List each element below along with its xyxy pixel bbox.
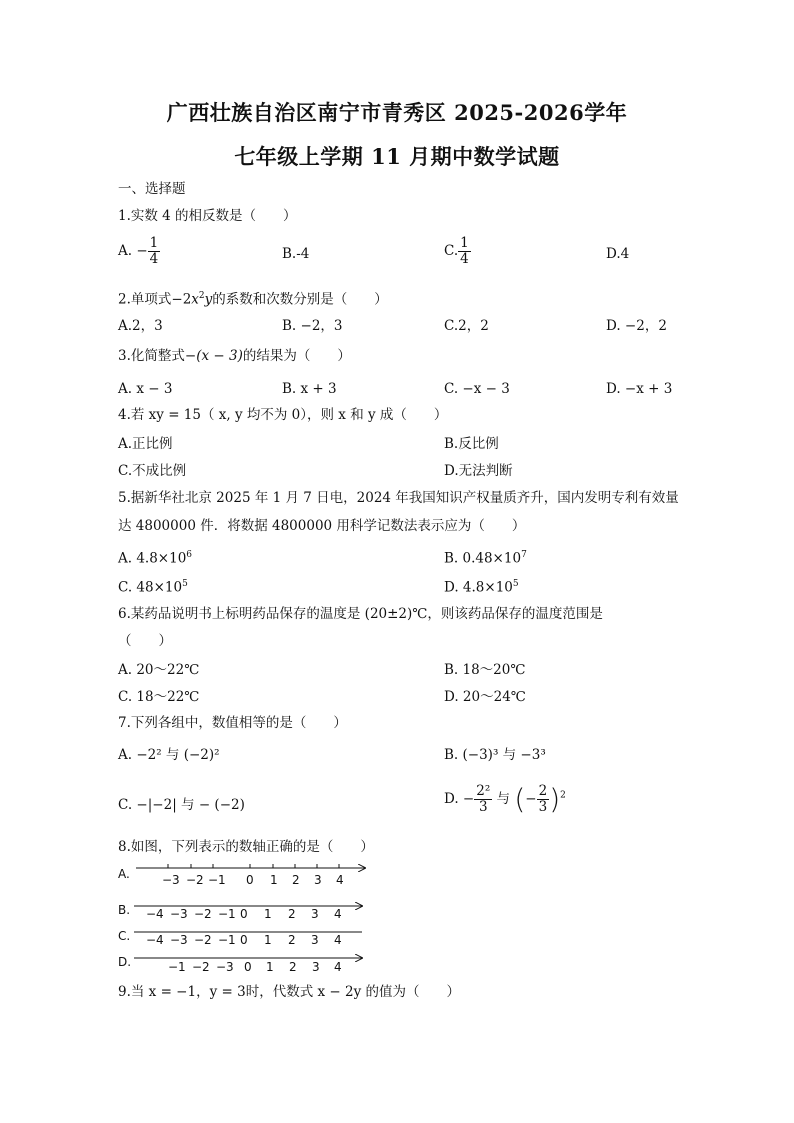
q8-option-c-label[interactable]: C.: [118, 929, 131, 943]
title-line-1: 广西壮族自治区南宁市青秀区 2025-2026学年: [166, 100, 628, 125]
q7-d-mid: 与: [492, 791, 515, 807]
q2-option-c[interactable]: C.2，2: [444, 318, 489, 334]
q8-c-tick: 1: [264, 933, 272, 947]
q8-b-tick: 2: [288, 907, 296, 921]
q6-stem-line-1: 6.某药品说明书上标明药品保存的温度是 (20±2)℃，则该药品保存的温度范围是: [118, 606, 603, 622]
q8-c-tick: 4: [334, 933, 342, 947]
q3-option-d[interactable]: D. −x + 3: [606, 381, 673, 397]
q1-c-fraction: [458, 236, 471, 267]
q5-option-c[interactable]: [118, 575, 188, 597]
q3-option-a[interactable]: A. x − 3: [118, 381, 173, 397]
q8-c-tick: −1: [218, 933, 236, 947]
q1-a-fraction: [148, 236, 161, 267]
q8-b-tick: −1: [218, 907, 236, 921]
q7-d-den-1: 3: [478, 799, 488, 815]
q8-a-tick: −3: [162, 873, 180, 887]
q5-option-d[interactable]: [444, 575, 519, 597]
q8-c-tick: −4: [146, 933, 164, 947]
q8-stem: 8.如图，下列表示的数轴正确的是（ ）: [118, 839, 374, 855]
q1-a-prefix: A. −: [118, 243, 148, 259]
q3-option-c[interactable]: C. −x − 3: [444, 381, 510, 397]
q6-option-c[interactable]: C. 18～22℃: [118, 689, 200, 705]
q3-option-b[interactable]: B. x + 3: [282, 381, 337, 397]
q4-option-d[interactable]: D.无法判断: [444, 463, 513, 479]
q2-stem-expr: −2: [171, 291, 192, 308]
q4-option-a[interactable]: A.正比例: [118, 436, 173, 452]
q8-a-tick: 1: [270, 873, 278, 887]
q9-stem: 9.当 x = −1，y = 3时，代数式 x − 2y 的值为（ ）: [118, 984, 460, 1000]
q8-c-tick: 3: [311, 933, 319, 947]
q5-stem-line-2: 达 4800000 件．将数据 4800000 用科学记数法表示应为（ ）: [118, 518, 526, 534]
q8-b-tick: 4: [334, 907, 342, 921]
q5-d-exp: 5: [512, 579, 519, 589]
q8-a-tick: −1: [208, 873, 226, 887]
q7-option-c[interactable]: C. −|−2| 与 − (−2): [118, 797, 245, 813]
q8-b-tick: 3: [311, 907, 319, 921]
q3-stem: [118, 347, 351, 365]
q5-a-exp: 6: [186, 550, 193, 560]
q5-stem-line-1: 5.据新华社北京 2025 年 1 月 7 日电，2024 年我国知识产权量质齐升，国内发明专利有效量: [118, 490, 679, 506]
q3-stem-b: 的结果为（ ）: [242, 348, 351, 364]
q8-c-ticks: [146, 933, 342, 947]
q2-option-b[interactable]: B. −2，3: [282, 318, 343, 334]
q2-stem-y: y: [204, 291, 213, 308]
q7-d-exp: 2: [560, 790, 566, 801]
q5-option-b[interactable]: [444, 546, 527, 568]
q8-b-ticks: [146, 907, 342, 921]
q7-option-b[interactable]: B. (−3)³ 与 −3³: [444, 747, 546, 763]
q7-d-left-paren: (: [514, 782, 526, 816]
q5-option-a[interactable]: [118, 546, 192, 568]
q8-option-a-label[interactable]: A.: [118, 867, 130, 881]
q8-a-tick: 2: [292, 873, 300, 887]
q7-d-fraction-1: [474, 784, 492, 815]
q1-option-d[interactable]: D.4: [606, 246, 630, 262]
q8-d-tick: 2: [289, 960, 297, 974]
q7-d-neg: −: [525, 791, 537, 807]
q7-d-prefix: D. −: [444, 791, 475, 807]
q2-stem-b: 的系数和次数分别是（ ）: [212, 291, 388, 308]
q8-number-lines: [0, 860, 794, 980]
q8-d-tick: −3: [216, 960, 234, 974]
q8-b-tick: −2: [194, 907, 212, 921]
q1-a-den: 4: [149, 251, 159, 267]
q6-option-b[interactable]: B. 18～20℃: [444, 662, 526, 678]
q5-b-exp: 7: [521, 550, 527, 560]
q2-option-d[interactable]: D. −2，2: [606, 318, 667, 334]
q5-d-base: D. 4.8×10: [444, 579, 513, 596]
q4-stem: 4.若 xy = 15（ x, y 均不为 0），则 x 和 y 成（ ）: [118, 407, 448, 423]
q8-b-tick: 1: [264, 907, 272, 921]
q8-d-tick: 0: [244, 960, 252, 974]
q5-c-exp: 5: [182, 579, 188, 589]
q8-a-tick: −2: [186, 873, 204, 887]
q8-b-tick: 0: [240, 907, 248, 921]
title-line-2: 七年级上学期 11 月期中数学试题: [234, 144, 560, 169]
q8-d-ticks: [168, 960, 342, 974]
q7-d-right-paren: ): [549, 782, 561, 816]
q7-option-a[interactable]: A. −2² 与 (−2)²: [118, 747, 220, 763]
q8-d-tick: −1: [168, 960, 186, 974]
q5-b-base: B. 0.48×10: [444, 550, 522, 567]
q1-c-den: 4: [460, 251, 469, 267]
q8-a-tick: 3: [314, 873, 322, 887]
q1-c-prefix: C.: [444, 243, 459, 259]
q7-option-d[interactable]: [444, 784, 566, 815]
q2-stem-sup: 2: [198, 291, 205, 301]
q1-option-a[interactable]: [118, 236, 160, 267]
q8-d-tick: 3: [312, 960, 320, 974]
q8-d-tick: 1: [266, 960, 274, 974]
q3-stem-a: 3.化简整式: [118, 348, 185, 364]
q8-c-tick: −2: [194, 933, 212, 947]
q4-option-b[interactable]: B.反比例: [444, 436, 499, 452]
q8-c-tick: 0: [240, 933, 248, 947]
q8-c-tick: −3: [170, 933, 188, 947]
q6-stem-line-2: （ ）: [118, 633, 172, 649]
q8-a-tick: 4: [336, 873, 344, 887]
q8-a-tick: 0: [246, 873, 254, 887]
q1-c-num: 1: [460, 235, 469, 251]
q5-c-base: C. 48×10: [118, 579, 183, 596]
q1-option-b[interactable]: B.-4: [282, 246, 310, 262]
q8-d-tick: −2: [192, 960, 210, 974]
q5-a-base: A. 4.8×10: [118, 550, 187, 567]
q6-option-a[interactable]: A. 20～22℃: [118, 662, 200, 678]
q3-stem-expr: −(x − 3): [184, 348, 243, 364]
q8-b-tick: −4: [146, 907, 164, 921]
q4-option-c[interactable]: C.不成比例: [118, 463, 187, 479]
q2-stem: [118, 287, 388, 309]
q7-d-num-1: 2²: [476, 783, 491, 799]
section-label: 一、选择题: [118, 181, 186, 197]
q2-option-a[interactable]: A.2，3: [118, 318, 163, 334]
q1-stem: 1.实数 4 的相反数是（ ）: [118, 208, 297, 224]
q7-d-num-2: 2: [538, 783, 548, 799]
q8-b-tick: −3: [170, 907, 188, 921]
q1-option-c[interactable]: [444, 236, 471, 267]
q2-stem-a: 2.单项式: [118, 291, 172, 308]
q7-d-fraction-2: [537, 784, 550, 815]
q8-a-ticks: [162, 873, 344, 887]
q6-option-d[interactable]: D. 20～24℃: [444, 689, 526, 705]
q2-stem-x: x: [191, 291, 199, 308]
q8-option-d-label[interactable]: D.: [118, 955, 132, 969]
q8-option-b-label[interactable]: B.: [118, 903, 131, 917]
q8-c-tick: 2: [288, 933, 296, 947]
q1-a-num: 1: [149, 235, 159, 251]
q8-d-tick: 4: [334, 960, 342, 974]
q7-stem: 7.下列各组中，数值相等的是（ ）: [118, 715, 347, 731]
q7-d-den-2: 3: [538, 799, 548, 815]
